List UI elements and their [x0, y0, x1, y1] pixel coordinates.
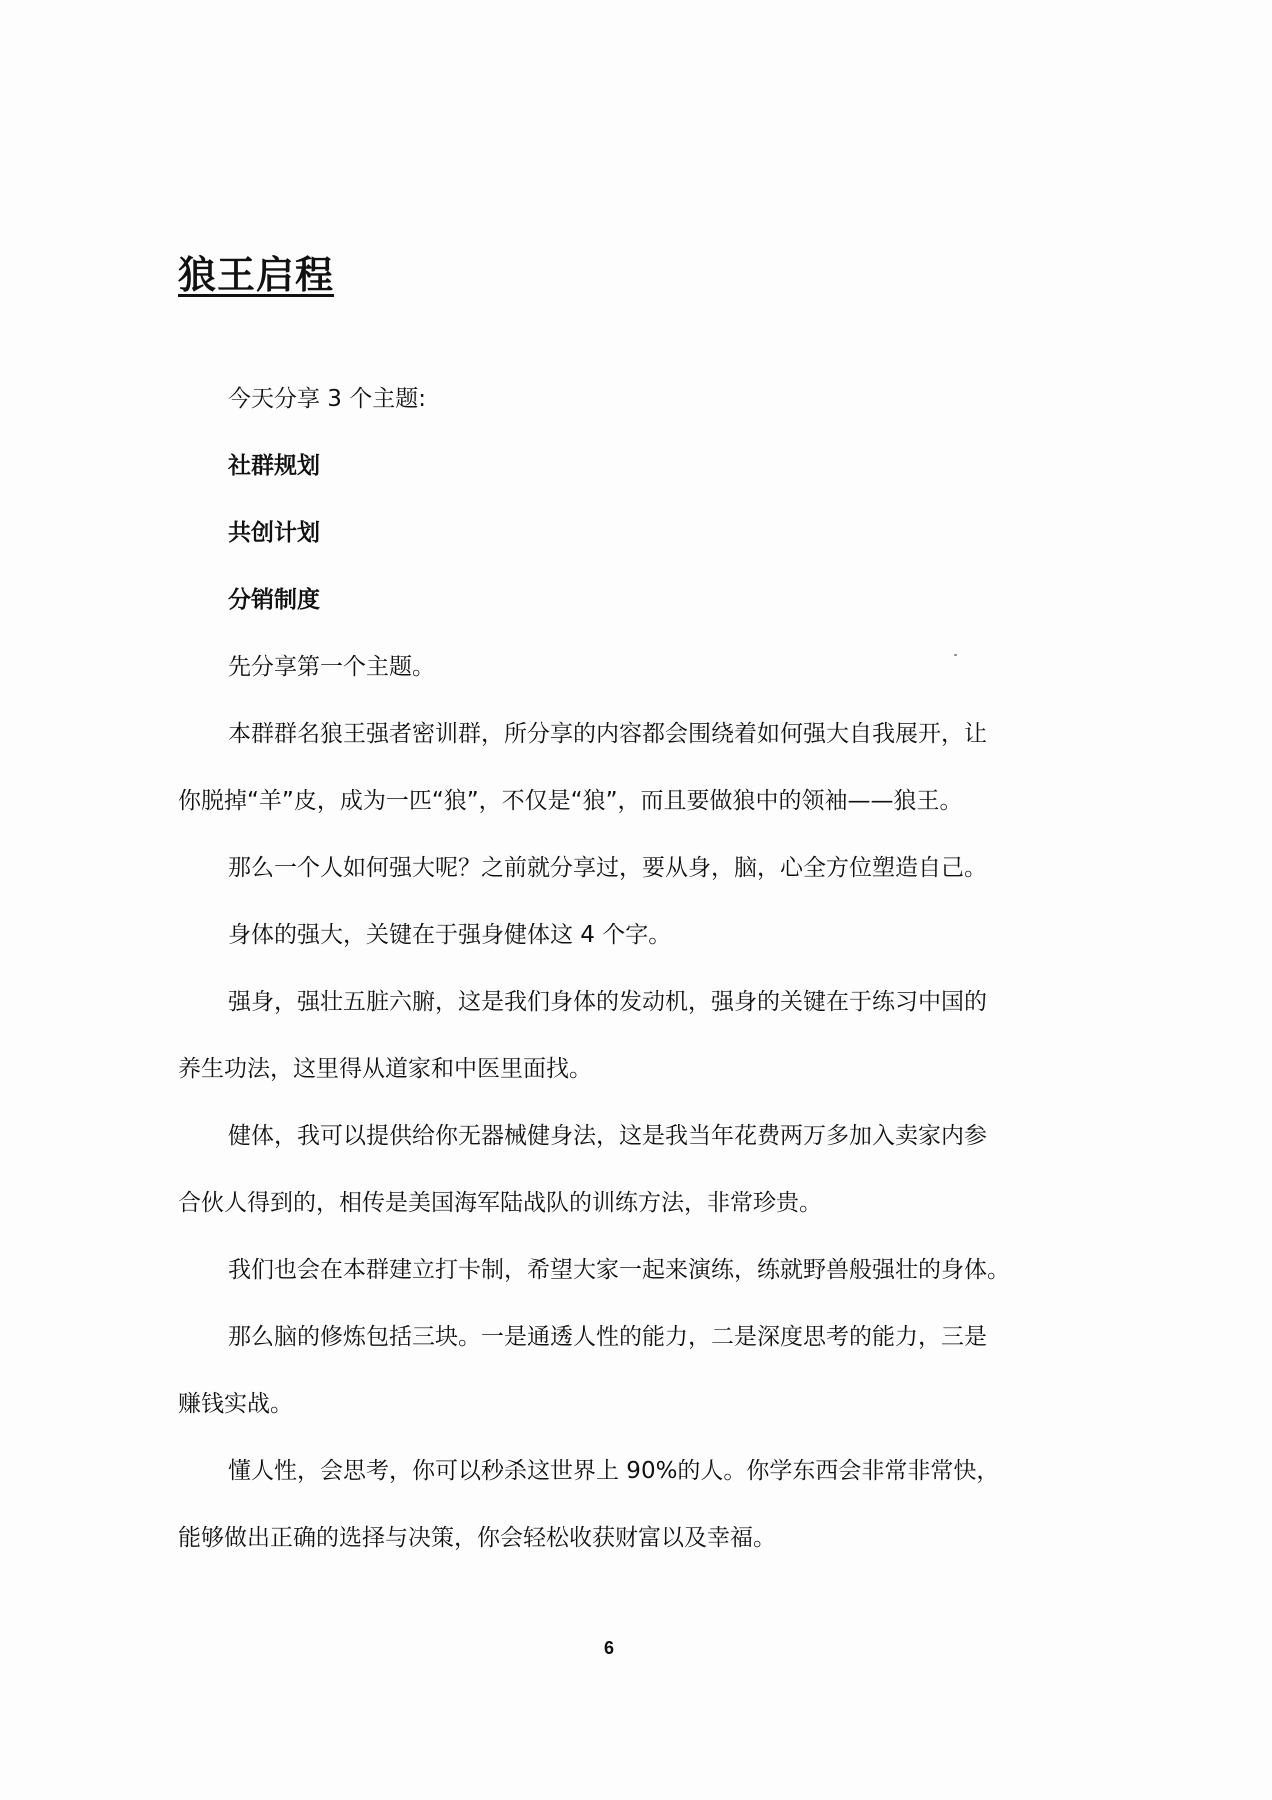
paragraph-line: 你脱掉“羊”皮，成为一匹“狼”，不仅是“狼”，而且要做狼中的领袖——狼王。 — [178, 788, 963, 814]
paragraph-line: 强身，强壮五脏六腑，这是我们身体的发动机，强身的关键在于练习中国的 — [228, 989, 987, 1015]
topic-item-community-planning: 社群规划 — [228, 453, 320, 479]
paragraph-line: 身体的强大，关键在于强身健体这 4 个字。 — [228, 922, 672, 948]
paragraph-line: 那么脑的修炼包括三块。一是通透人性的能力，二是深度思考的能力，三是 — [228, 1324, 987, 1350]
paragraph-line: 养生功法，这里得从道家和中医里面找。 — [178, 1056, 592, 1082]
paragraph-line: 能够做出正确的选择与决策，你会轻松收获财富以及幸福。 — [178, 1525, 776, 1551]
scan-speck — [954, 654, 957, 656]
topic-item-co-creation-plan: 共创计划 — [228, 520, 320, 546]
paragraph-line: 那么一个人如何强大呢？之前就分享过，要从身，脑，心全方位塑造自己。 — [228, 855, 987, 881]
paragraph-line: 健体，我可以提供给你无器械健身法，这是我当年花费两万多加入卖家内参 — [228, 1123, 987, 1149]
intro-line: 今天分享 3 个主题: — [228, 386, 427, 412]
topic-item-distribution-system: 分销制度 — [228, 587, 320, 613]
paragraph-line: 本群群名狼王强者密训群，所分享的内容都会围绕着如何强大自我展开，让 — [228, 721, 987, 747]
page-title: 狼王启程 — [178, 253, 335, 297]
paragraph-line: 赚钱实战。 — [178, 1391, 293, 1417]
page-number: 6 — [603, 1638, 614, 1658]
paragraph-line: 懂人性，会思考，你可以秒杀这世界上 90%的人。你学东西会非常非常快， — [228, 1458, 1000, 1484]
paragraph-line: 先分享第一个主题。 — [228, 654, 435, 680]
paragraph-line: 合伙人得到的，相传是美国海军陆战队的训练方法，非常珍贵。 — [178, 1190, 822, 1216]
paragraph-line: 我们也会在本群建立打卡制，希望大家一起来演练，练就野兽般强壮的身体。 — [228, 1257, 1010, 1283]
